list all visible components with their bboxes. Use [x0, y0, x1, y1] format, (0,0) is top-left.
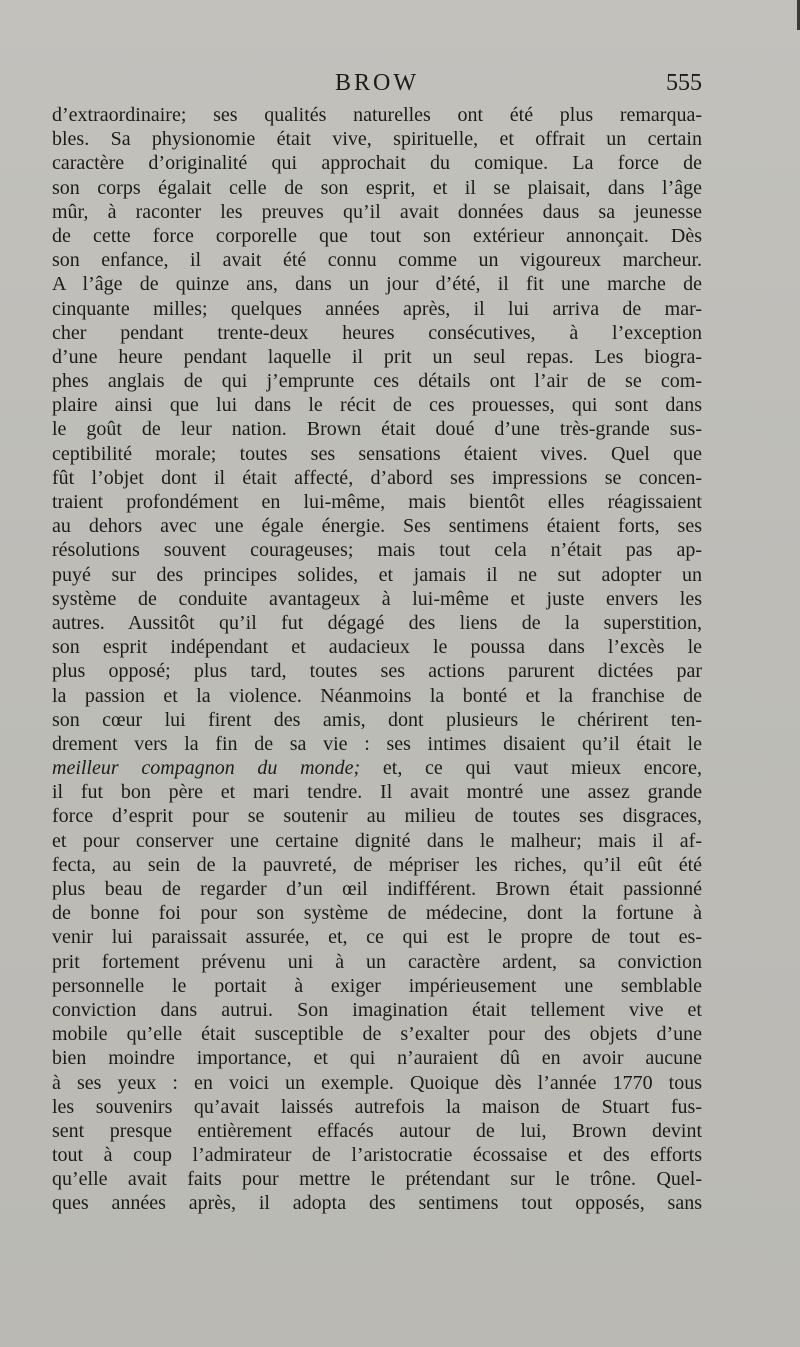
- text-line: d’extraordinaire; ses qualités naturelles ont été plus remarqua-: [52, 104, 702, 126]
- text-line: son esprit indépendant et audacieux le poussa dans l’excès le: [52, 636, 702, 659]
- text-line: [52, 756, 702, 780]
- text-line: plaire ainsi que lui dans le récit de ces prouesses, qui sont dans: [52, 394, 702, 417]
- text-line: prit fortement prévenu uni à un caractère ardent, sa conviction: [52, 950, 702, 973]
- text-line: mobile qu’elle était susceptible de s’exalter pour des objets d’une: [52, 1023, 702, 1046]
- text-line: qu’elle avait faits pour mettre le prétendant sur le trône. Quel-: [52, 1168, 702, 1191]
- text-line: force d’esprit pour se soutenir au milieu de toutes ses disgraces,: [52, 805, 702, 828]
- text-line: la passion et la violence. Néanmoins la bonté et la franchise de: [52, 684, 702, 707]
- text-line: cher pendant trente-deux heures consécutives, à l’exception: [52, 321, 702, 344]
- text-line: son cœur lui firent des amis, dont plusieurs le chérirent ten-: [52, 708, 702, 731]
- text-line: résolutions souvent courageuses; mais tout cela n’était pas ap-: [52, 539, 702, 562]
- text-line: bles. Sa physionomie était vive, spirituelle, et offrait un certain: [52, 128, 702, 151]
- text-line: autres. Aussitôt qu’il fut dégagé des liens de la superstition,: [52, 611, 702, 634]
- text-line: à ses yeux : en voici un exemple. Quoique dès l’année 1770 tous: [52, 1071, 702, 1094]
- text-line: traient profondément en lui-même, mais bientôt elles réagissaient: [52, 491, 702, 513]
- text-line: bien moindre importance, et qui n’auraient dû en avoir aucune: [52, 1047, 702, 1070]
- text-line: il fut bon père et mari tendre. Il avait montré une assez grande: [52, 781, 702, 804]
- text-line: drement vers la fin de sa vie : ses intimes disaient qu’il était le: [52, 732, 702, 755]
- text-line: d’une heure pendant laquelle il prit un seul repas. Les biogra-: [52, 345, 702, 368]
- text-line: venir lui paraissait assurée, et, ce qui est le propre de tout es-: [52, 926, 702, 949]
- text-line: plus beau de regarder d’un œil indifférent. Brown était passionné: [52, 878, 702, 900]
- running-head: BROW: [335, 70, 419, 96]
- text-line: cinquante milles; quelques années après, il lui arriva de mar-: [52, 297, 702, 320]
- text-line: son enfance, il avait été connu comme un vigoureux marcheur.: [52, 249, 702, 272]
- text-line: ceptibilité morale; toutes ses sensations étaient vives. Quel que: [52, 442, 702, 465]
- text-line: fût l’objet dont il était affecté, d’abord ses impressions se concen-: [52, 466, 702, 489]
- text-line: caractère d’originalité qui approchait du comique. La force de: [52, 152, 702, 175]
- text-line: phes anglais de qui j’emprunte ces détails ont l’air de se com-: [52, 370, 702, 393]
- text-line: fecta, au sein de la pauvreté, de mépriser les riches, qu’il eût été: [52, 853, 702, 876]
- italic-phrase: meilleur compagnon du monde;: [52, 757, 361, 780]
- text-line: au dehors avec une égale énergie. Ses sentimens étaient forts, ses: [52, 515, 702, 538]
- text-line: tout à coup l’admirateur de l’aristocratie écossaise et des efforts: [52, 1144, 702, 1167]
- text-line: plus opposé; plus tard, toutes ses actions parurent dictées par: [52, 660, 702, 683]
- text-line: son corps égalait celle de son esprit, et il se plaisait, dans l’âge: [52, 176, 702, 199]
- text-line: les souvenirs qu’avait laissés autrefois la maison de Stuart fus-: [52, 1095, 702, 1118]
- text-line: mûr, à raconter les preuves qu’il avait données daus sa jeunesse: [52, 200, 702, 223]
- text-line: puyé sur des principes solides, et jamais il ne sut adopter un: [52, 563, 702, 586]
- text-line: le goût de leur nation. Brown était doué d’une très-grande sus-: [52, 418, 702, 441]
- text-line: A l’âge de quinze ans, dans un jour d’été, il fit une marche de: [52, 273, 702, 296]
- line-remainder: et, ce qui vaut mieux encore,: [360, 757, 703, 780]
- text-line: et pour conserver une certaine dignité dans le malheur; mais il af-: [52, 829, 702, 852]
- body-text: [52, 103, 702, 1216]
- text-line: ques années après, il adopta des sentimens tout opposés, sans: [52, 1192, 702, 1215]
- text-line: de cette force corporelle que tout son extérieur annonçait. Dès: [52, 224, 702, 247]
- text-line: conviction dans autrui. Son imagination était tellement vive et: [52, 998, 702, 1021]
- text-line: sent presque entièrement effacés autour de lui, Brown devint: [52, 1119, 702, 1142]
- text-line: de bonne foi pour son système de médecine, dont la fortune à: [52, 902, 702, 925]
- text-line: système de conduite avantageux à lui-même et juste envers les: [52, 587, 702, 610]
- page-number: 555: [666, 70, 702, 96]
- text-line: personnelle le portait à exiger impérieusement une semblable: [52, 974, 702, 997]
- page-header: [52, 70, 702, 102]
